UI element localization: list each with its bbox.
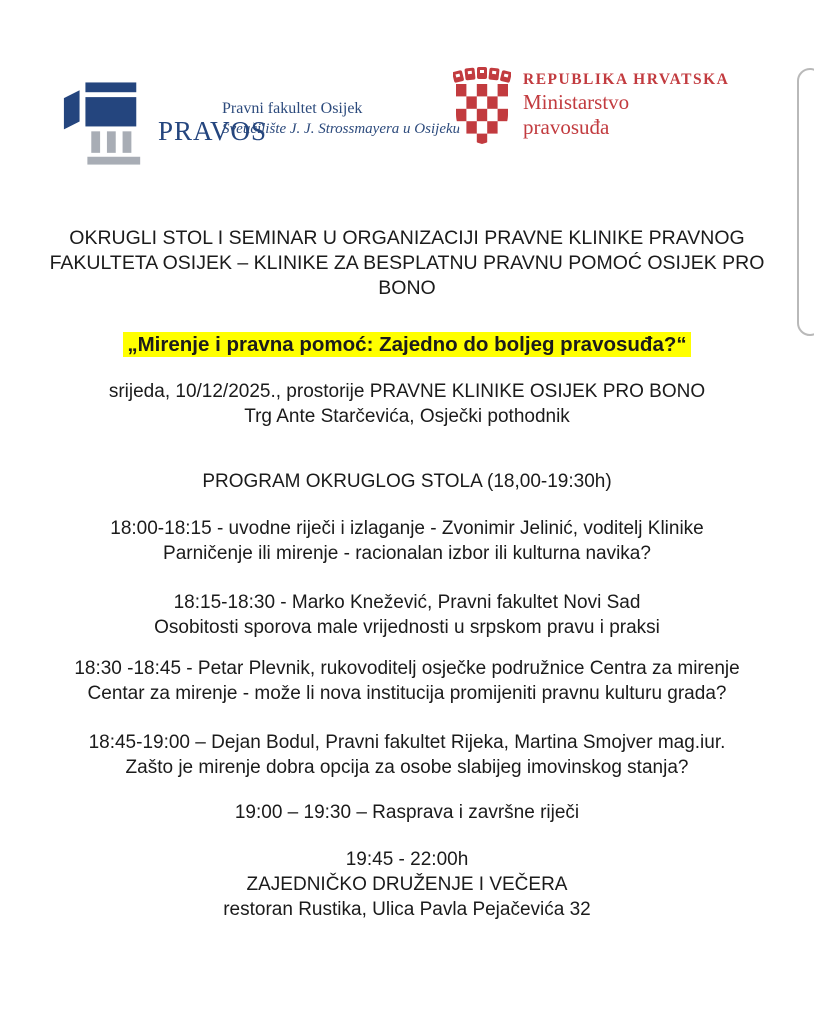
highlighted-subtitle: „Mirenje i pravna pomoć: Zajedno do boljeg pravosuđa?“ (123, 332, 690, 357)
schedule-item-3-topic: Centar za mirenje - može li nova institucija promijeniti pravnu kulturu grada? (87, 683, 727, 704)
schedule-item-3 (0, 656, 814, 706)
event-title (0, 226, 814, 301)
schedule-item-5 (0, 800, 814, 825)
event-title-line2: FAKULTETA OSIJEK – KLINIKE ZA BESPLATNU PRAVNU POMOĆ OSIJEK PRO (49, 252, 765, 274)
highlighted-subtitle-row (0, 331, 814, 358)
program-heading: PROGRAM OKRUGLOG STOLA (18,00-19:30h) (202, 471, 612, 492)
closing-block (0, 847, 814, 922)
schedule-item-2-topic: Osobitosti sporova male vrijednosti u srpskom pravu i praksi (154, 617, 660, 638)
university-name: Sveučilište J. J. Strossmayera u Osijeku (222, 121, 461, 137)
ministry-name-line1: Ministarstvo (523, 90, 630, 114)
event-title-line3: BONO (378, 277, 436, 299)
venue-block (0, 379, 814, 429)
republic-name: REPUBLIKA HRVATSKA (523, 71, 730, 88)
pravos-wordmark: PRAVOS (158, 115, 268, 146)
schedule-item-1-topic: Parničenje ili mirenje - racionalan izbor ili kulturna navika? (163, 543, 651, 564)
schedule-item-1 (0, 516, 814, 566)
schedule-item-5-title: 19:00 – 19:30 – Rasprava i završne riječi (234, 802, 580, 823)
schedule-item-3-speaker: 18:30 -18:45 - Petar Plevnik, rukovoditelj osječke podružnice Centra za mirenje (74, 658, 740, 679)
event-title-line1: OKRUGLI STOL I SEMINAR U ORGANIZACIJI PRAVNE KLINIKE PRAVNOG (69, 227, 745, 249)
venue-address-line: Trg Ante Starčevića, Osječki pothodnik (244, 406, 570, 427)
faculty-name: Pravni fakultet Osijek (222, 100, 363, 117)
schedule-item-2 (0, 590, 814, 640)
closing-time: 19:45 - 22:00h (345, 849, 469, 870)
closing-location: restoran Rustika, Ulica Pavla Pejačevića 32 (223, 899, 591, 920)
schedule-item-2-speaker: 18:15-18:30 - Marko Knežević, Pravni fakultet Novi Sad (173, 592, 641, 613)
venue-date-line: srijeda, 10/12/2025., prostorije PRAVNE KLINIKE OSIJEK PRO BONO (108, 381, 706, 402)
schedule-item-4 (0, 730, 814, 780)
scrollbar-thumb[interactable] (797, 68, 814, 336)
schedule-item-4-speaker: 18:45-19:00 – Dejan Bodul, Pravni fakultet Rijeka, Martina Smojver mag.iur. (88, 732, 726, 753)
closing-event: ZAJEDNIČKO DRUŽENJE I VEČERA (246, 874, 568, 895)
ministry-name-line2: pravosuđa (523, 115, 610, 139)
schedule-item-4-topic: Zašto je mirenje dobra opcija za osobe slabijeg imovinskog stanja? (125, 757, 689, 778)
schedule-item-1-speaker: 18:00-18:15 - uvodne riječi i izlaganje - Zvonimir Jelinić, voditelj Klinike (110, 518, 704, 539)
